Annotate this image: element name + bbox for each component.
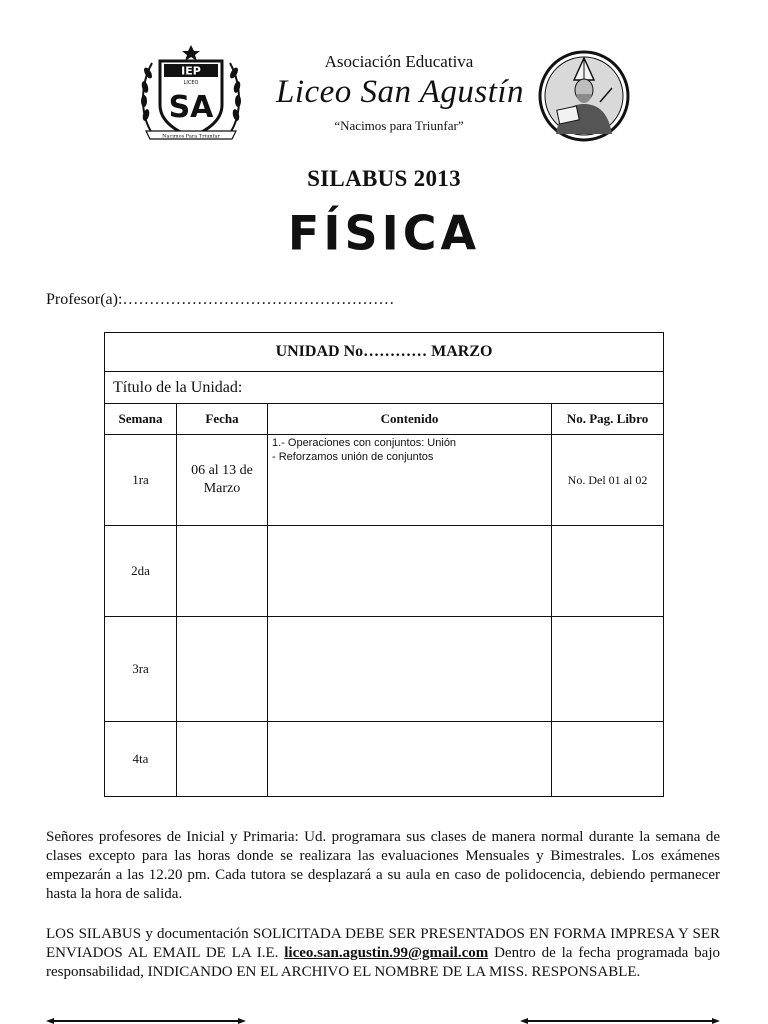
cell-fecha bbox=[177, 435, 268, 526]
contenido-line-1: 1.- Operaciones con conjuntos: Unión bbox=[272, 437, 457, 449]
submission-text-before: LOS SILABUS y documentación SOLICITADA DEBE SER PRESENTADOS EN FORMA IMPRESA Y SER ENVIADOS AL EMAIL DE LA I.E. bbox=[46, 926, 720, 961]
document-title: SILABUS 2013 bbox=[307, 166, 461, 191]
cell-fecha bbox=[177, 526, 268, 617]
column-header-libro: No. Pag. Libro bbox=[552, 404, 664, 435]
fecha-line-1: 06 al 13 de bbox=[191, 463, 253, 478]
syllabus-table bbox=[104, 332, 664, 797]
table-header-row bbox=[105, 404, 664, 435]
school-name: Liceo San Agustín bbox=[275, 74, 525, 110]
crest-sa-text: SA bbox=[168, 90, 214, 125]
column-header-fecha: Fecha bbox=[177, 404, 268, 435]
fecha-line-2: Marzo bbox=[203, 481, 241, 496]
cell-semana: 2da bbox=[105, 526, 177, 617]
unit-heading: UNIDAD No………… MARZO bbox=[105, 333, 664, 372]
crest-banner-text: Nacimos Para Triunfar bbox=[162, 133, 220, 140]
cell-semana: 1ra bbox=[105, 435, 177, 526]
saint-portrait-image bbox=[538, 50, 630, 142]
footer-arrow-left-icon bbox=[46, 1018, 246, 1024]
cell-contenido bbox=[268, 435, 552, 526]
footer-arrow-right-icon bbox=[520, 1018, 720, 1024]
association-name: Asociación Educativa bbox=[324, 52, 474, 71]
column-header-semana: Semana bbox=[105, 404, 177, 435]
school-crest-logo bbox=[138, 45, 244, 145]
cell-semana: 4ta bbox=[105, 722, 177, 797]
table-row bbox=[105, 435, 664, 526]
cell-contenido bbox=[268, 722, 552, 797]
subject-title: FÍSICA bbox=[287, 205, 481, 261]
teacher-field-label: Profesor(a):…………………………………………… bbox=[46, 291, 395, 308]
cell-libro bbox=[552, 617, 664, 722]
cell-libro bbox=[552, 526, 664, 617]
submission-paragraph bbox=[46, 925, 720, 982]
table-row bbox=[105, 617, 664, 722]
table-row bbox=[105, 526, 664, 617]
cell-fecha bbox=[177, 617, 268, 722]
contenido-line-2: - Reforzamos unión de conjuntos bbox=[272, 451, 434, 463]
school-motto: “Nacimos para Triunfar” bbox=[334, 118, 464, 133]
crest-liceo-text: LICEO bbox=[183, 80, 199, 86]
cell-libro: No. Del 01 al 02 bbox=[552, 435, 664, 526]
submission-text-after: Dentro de la fecha programada bajo responsabilidad, INDICANDO EN EL ARCHIVO EL NOMBRE DE LA MISS. RESPONSABLE. bbox=[46, 945, 721, 980]
cell-fecha bbox=[177, 722, 268, 797]
instructions-paragraph: Señores profesores de Inicial y Primaria: Ud. programara sus clases de manera normal durante la semana de clases excepto para las horas donde se realizara las evaluaciones Mensuales y Bimestrales. Los exámenes empezarán a las 12.20 pm. Cada tutora se desplazará a su aula en caso de polidocencia, debiendo permanecer hasta la hora de salida. bbox=[46, 829, 720, 902]
column-header-contenido: Contenido bbox=[268, 404, 552, 435]
cell-contenido bbox=[268, 617, 552, 722]
unit-title-label: Título de la Unidad: bbox=[105, 372, 664, 404]
email-link[interactable]: liceo.san.agustin.99@gmail.com bbox=[284, 945, 489, 961]
cell-libro bbox=[552, 722, 664, 797]
cell-contenido bbox=[268, 526, 552, 617]
crest-iep-text: IEP bbox=[181, 64, 201, 78]
cell-semana: 3ra bbox=[105, 617, 177, 722]
table-row bbox=[105, 722, 664, 797]
